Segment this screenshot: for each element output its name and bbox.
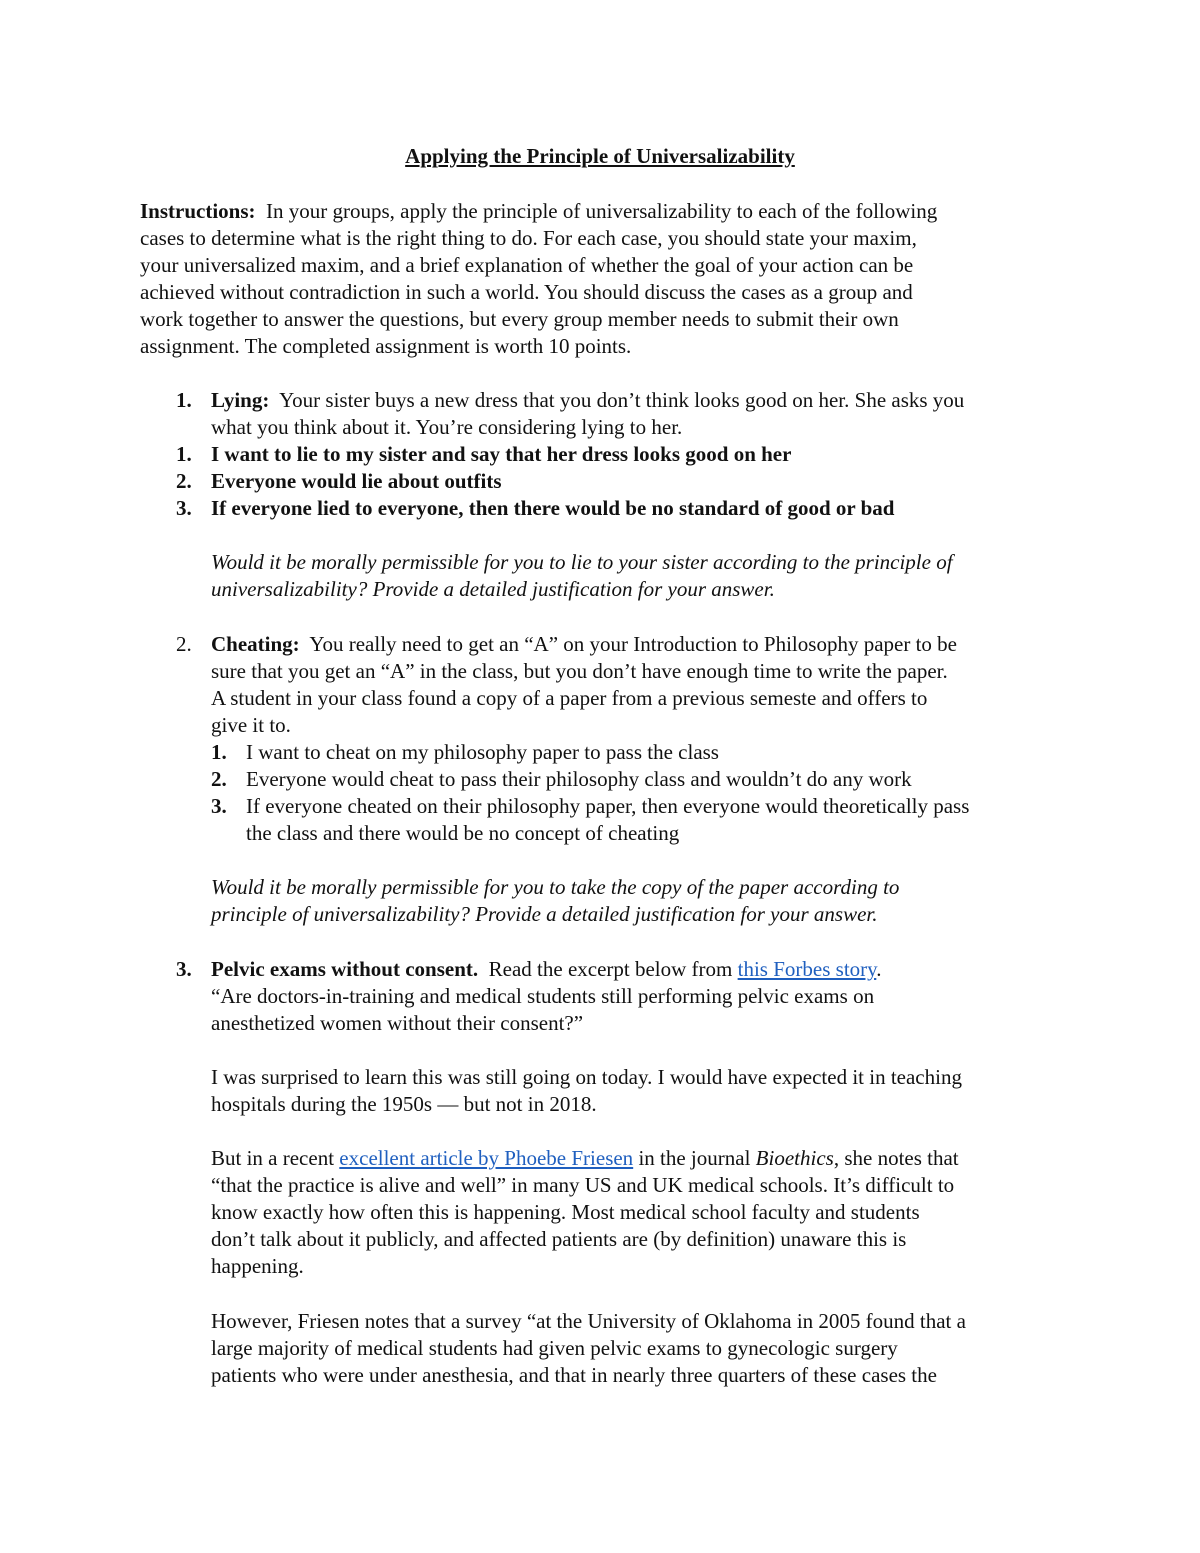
case-2-answer-number: 2. xyxy=(211,767,227,791)
case-1-answer-number: 3. xyxy=(176,496,192,520)
case-2-answer: If everyone cheated on their philosophy paper, then everyone would theoretically pass xyxy=(246,794,970,818)
case-1-number: 1. xyxy=(176,388,192,412)
instructions-first-line: Instructions: In your groups, apply the principle of universalizability to each of the following xyxy=(140,199,938,223)
case-2-first-line: Cheating: You really need to get an “A” on your Introduction to Philosophy paper to be xyxy=(211,632,957,656)
case-2-question: Would it be morally permissible for you to take the copy of the paper according to xyxy=(211,875,900,899)
case-1-label: Lying: xyxy=(211,388,270,412)
forbes-story-link[interactable]: this Forbes story xyxy=(737,957,877,981)
page-title: Applying the Principle of Universalizability xyxy=(405,144,795,168)
case-2-answer-number: 1. xyxy=(211,740,227,764)
case-3-paragraph-2: happening. xyxy=(211,1254,304,1278)
case-3-quote: “Are doctors-in-training and medical students still performing pelvic exams on xyxy=(211,984,875,1008)
case-1-first-line: Lying: Your sister buys a new dress that you don’t think looks good on her. She asks you xyxy=(211,388,965,412)
instructions-label: Instructions: xyxy=(140,199,256,223)
friesen-article-link[interactable]: excellent article by Phoebe Friesen xyxy=(339,1146,634,1170)
case-3-paragraph-2-first-line: But in a recent excellent article by Phoebe Friesen in the journal Bioethics, she notes that xyxy=(211,1146,959,1170)
case-2-line: A student in your class found a copy of a paper from a previous semeste and offers to xyxy=(211,686,928,710)
case-1-question: universalizability? Provide a detailed justification for your answer. xyxy=(211,577,775,601)
instructions-line: achieved without contradiction in such a world. You should discuss the cases as a group and xyxy=(140,280,913,304)
case-3-paragraph-1: I was surprised to learn this was still going on today. I would have expected it in teaching xyxy=(211,1065,962,1089)
case-2-line: sure that you get an “A” in the class, but you don’t have enough time to write the paper. xyxy=(211,659,948,683)
case-2-number: 2. xyxy=(176,632,192,656)
case-3-number: 3. xyxy=(176,957,192,981)
case-3-paragraph-2: know exactly how often this is happening. Most medical school faculty and students xyxy=(211,1200,920,1224)
case-3-paragraph-2: don’t talk about it publicly, and affected patients are (by definition) unaware this is xyxy=(211,1227,907,1251)
case-3-first-line: Pelvic exams without consent. Read the excerpt below from this Forbes story. xyxy=(211,957,882,981)
case-3-label: Pelvic exams without consent. xyxy=(211,957,479,981)
case-1-line: what you think about it. You’re considering lying to her. xyxy=(211,415,683,439)
case-1-question: Would it be morally permissible for you to lie to your sister according to the principle of xyxy=(211,550,953,574)
case-3-quote: anesthetized women without their consent?” xyxy=(211,1011,584,1035)
instructions-line: cases to determine what is the right thing to do. For each case, you should state your maxim, xyxy=(140,226,917,250)
instructions-line: work together to answer the questions, but every group member needs to submit their own xyxy=(140,307,899,331)
case-3-paragraph-3: However, Friesen notes that a survey “at the University of Oklahoma in 2005 found that a xyxy=(211,1309,966,1333)
case-1-answer-number: 1. xyxy=(176,442,192,466)
case-1-answer-number: 2. xyxy=(176,469,192,493)
instructions-line: your universalized maxim, and a brief explanation of whether the goal of your action can be xyxy=(140,253,914,277)
case-2-question: principle of universalizability? Provide a detailed justification for your answer. xyxy=(211,902,878,926)
case-2-answer: I want to cheat on my philosophy paper to pass the class xyxy=(246,740,719,764)
case-2-line: give it to. xyxy=(211,713,291,737)
case-3-paragraph-3: large majority of medical students had given pelvic exams to gynecologic surgery xyxy=(211,1336,898,1360)
case-3-paragraph-3: patients who were under anesthesia, and that in nearly three quarters of these cases the xyxy=(211,1363,937,1387)
case-1-answer: Everyone would lie about outfits xyxy=(211,469,502,493)
case-1-answer: If everyone lied to everyone, then there would be no standard of good or bad xyxy=(211,496,895,520)
journal-name: Bioethics xyxy=(755,1146,834,1170)
instructions-line: assignment. The completed assignment is worth 10 points. xyxy=(140,334,632,358)
case-2-label: Cheating: xyxy=(211,632,300,656)
case-2-answer-number: 3. xyxy=(211,794,227,818)
case-2-answer: Everyone would cheat to pass their philosophy class and wouldn’t do any work xyxy=(246,767,912,791)
case-1-answer: I want to lie to my sister and say that her dress looks good on her xyxy=(211,442,792,466)
case-3-paragraph-2: “that the practice is alive and well” in many US and UK medical schools. It’s difficult to xyxy=(211,1173,955,1197)
case-2-answer: the class and there would be no concept of cheating xyxy=(246,821,680,845)
case-3-paragraph-1: hospitals during the 1950s — but not in 2018. xyxy=(211,1092,597,1116)
